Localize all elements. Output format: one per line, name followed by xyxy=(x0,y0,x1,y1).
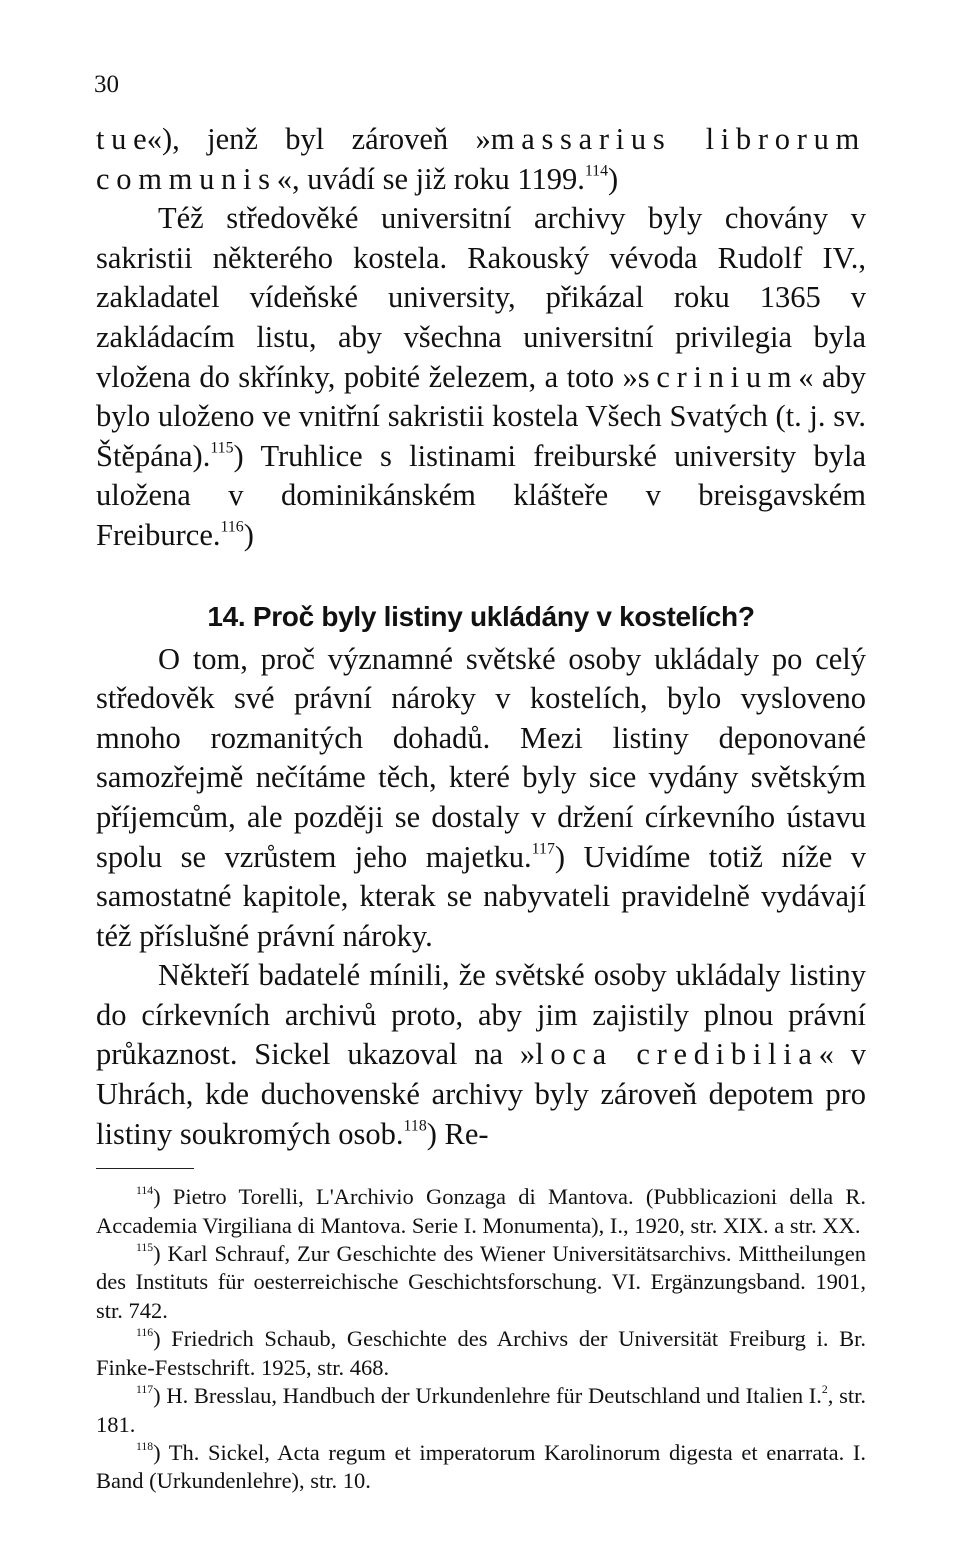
footnote-number: 115 xyxy=(136,1241,154,1255)
spaced-word-fragment: tu xyxy=(96,122,134,156)
text-run: Někteří badatelé mínili, že světské osoby ukládaly listiny do církevních archivů proto, aby jim zajistily plnou právní průkaznost. Sickel ukazoval na » xyxy=(96,958,866,1072)
spaced-latin-word: scrinium xyxy=(637,359,799,394)
main-text xyxy=(96,120,866,1154)
footnote-number: 116 xyxy=(136,1326,154,1340)
paragraph-deposited-charters xyxy=(96,640,866,957)
spaced-latin-phrase: loca credibilia xyxy=(535,1037,819,1072)
text-run: « aby bylo uloženo ve vnitřní sakristii kostela Všech Svatých (t. j. sv. Štěpána). xyxy=(96,359,866,473)
text-run: ) xyxy=(608,161,619,196)
footnote-text: , str. 181. xyxy=(96,1383,866,1437)
footnote-number: 118 xyxy=(136,1439,154,1453)
footnote-ref-114[interactable]: 114 xyxy=(584,162,609,180)
paragraph-universities xyxy=(96,199,866,555)
footnote-ref-118[interactable]: 118 xyxy=(403,1117,427,1135)
paragraph-continuation xyxy=(96,120,866,199)
page-number: 30 xyxy=(94,71,119,98)
text-run: ) Truhlice s listinami freiburské university byla uložena v dominikánském klášteře v breisgavském Freiburce. xyxy=(96,438,866,552)
footnote-text: ) Friedrich Schaub, Geschichte des Archivs der Universität Freiburg i. Br. Finke-Festschrift. 1925, str. 468. xyxy=(96,1326,866,1380)
book-page xyxy=(96,70,866,1496)
footnote-text: ) Pietro Torelli, L'Archivio Gonzaga di Mantova. (Pubblicazioni della R. Accademia Virgiliana di Mantova. Serie I. Monumenta), I., 1920, str. XIX. a str. XX. xyxy=(96,1184,866,1238)
footnote-ref-117[interactable]: 117 xyxy=(531,840,555,858)
footnote-text: ) Karl Schrauf, Zur Geschichte des Wiener Universitätsarchivs. Mittheilungen des Instituts für oesterreichische Geschichtsforschung. VI. Ergänzungsband. 1901, str. 742. xyxy=(96,1241,866,1323)
footnote-divider xyxy=(96,1168,194,1169)
footnote-number: 117 xyxy=(136,1383,154,1397)
footnote-ref-115[interactable]: 115 xyxy=(210,439,234,457)
footnote-number: 114 xyxy=(136,1184,154,1198)
footnote-ref-116[interactable]: 116 xyxy=(220,518,244,536)
footnote-114 xyxy=(96,1183,866,1240)
footnote-115 xyxy=(96,1240,866,1325)
text-run: Též středověké universitní archivy byly chovány v sakristii některého kostela. Rakouský vévoda Rudolf IV., zakladatel vídeňské university, přikázal roku 1365 v zakládacím listu, aby všechna universitní privilegia byla vložena do skřínky, pobité železem, a toto » xyxy=(96,201,866,394)
footnote-118 xyxy=(96,1439,866,1496)
footnotes xyxy=(96,1183,866,1495)
footnote-text: ) H. Bresslau, Handbuch der Urkundenlehre für Deutschland und Italien I. xyxy=(153,1383,822,1409)
text-run: ) Re- xyxy=(426,1116,489,1151)
text-run: « v Uhrách, kde duchovenské archivy byly zároveň depotem pro listiny soukromých osob. xyxy=(96,1037,866,1151)
text-run: O tom, proč významné světské osoby ukládaly po celý středověk své právní nároky v kostelích, bylo vysloveno mnoho rozmanitých dohadů. Mezi listiny deponované samozřejmě nečítáme těch, které byly sice vydány světským příjemcům, ale později se dostaly v držení církevního ústavu spolu se vzrůstem jeho majetku. xyxy=(96,641,866,874)
footnote-text: ) Th. Sickel, Acta regum et imperatorum Karolinorum digesta et enarrata. I. Band (Urkundenlehre), str. 10. xyxy=(96,1439,866,1494)
spaced-latin-phrase: massarius librorum communis xyxy=(96,122,866,196)
footnote-117 xyxy=(96,1382,866,1439)
paragraph-researchers xyxy=(96,956,866,1154)
text-run: ) xyxy=(243,517,254,552)
text-run: e«), jenž byl zároveň » xyxy=(133,122,491,156)
footnote-116 xyxy=(96,1325,866,1382)
edition-superscript: 2 xyxy=(821,1383,828,1397)
text-run: ) Uvidíme totiž níže v samostatné kapitole, kterak se nabyvateli pravidelně vydávají též příslušné právní nároky. xyxy=(96,839,867,953)
section-heading: 14. Proč byly listiny ukládány v kostelích? xyxy=(207,600,755,632)
text-run: «, uvádí se již roku 1199. xyxy=(276,161,585,196)
